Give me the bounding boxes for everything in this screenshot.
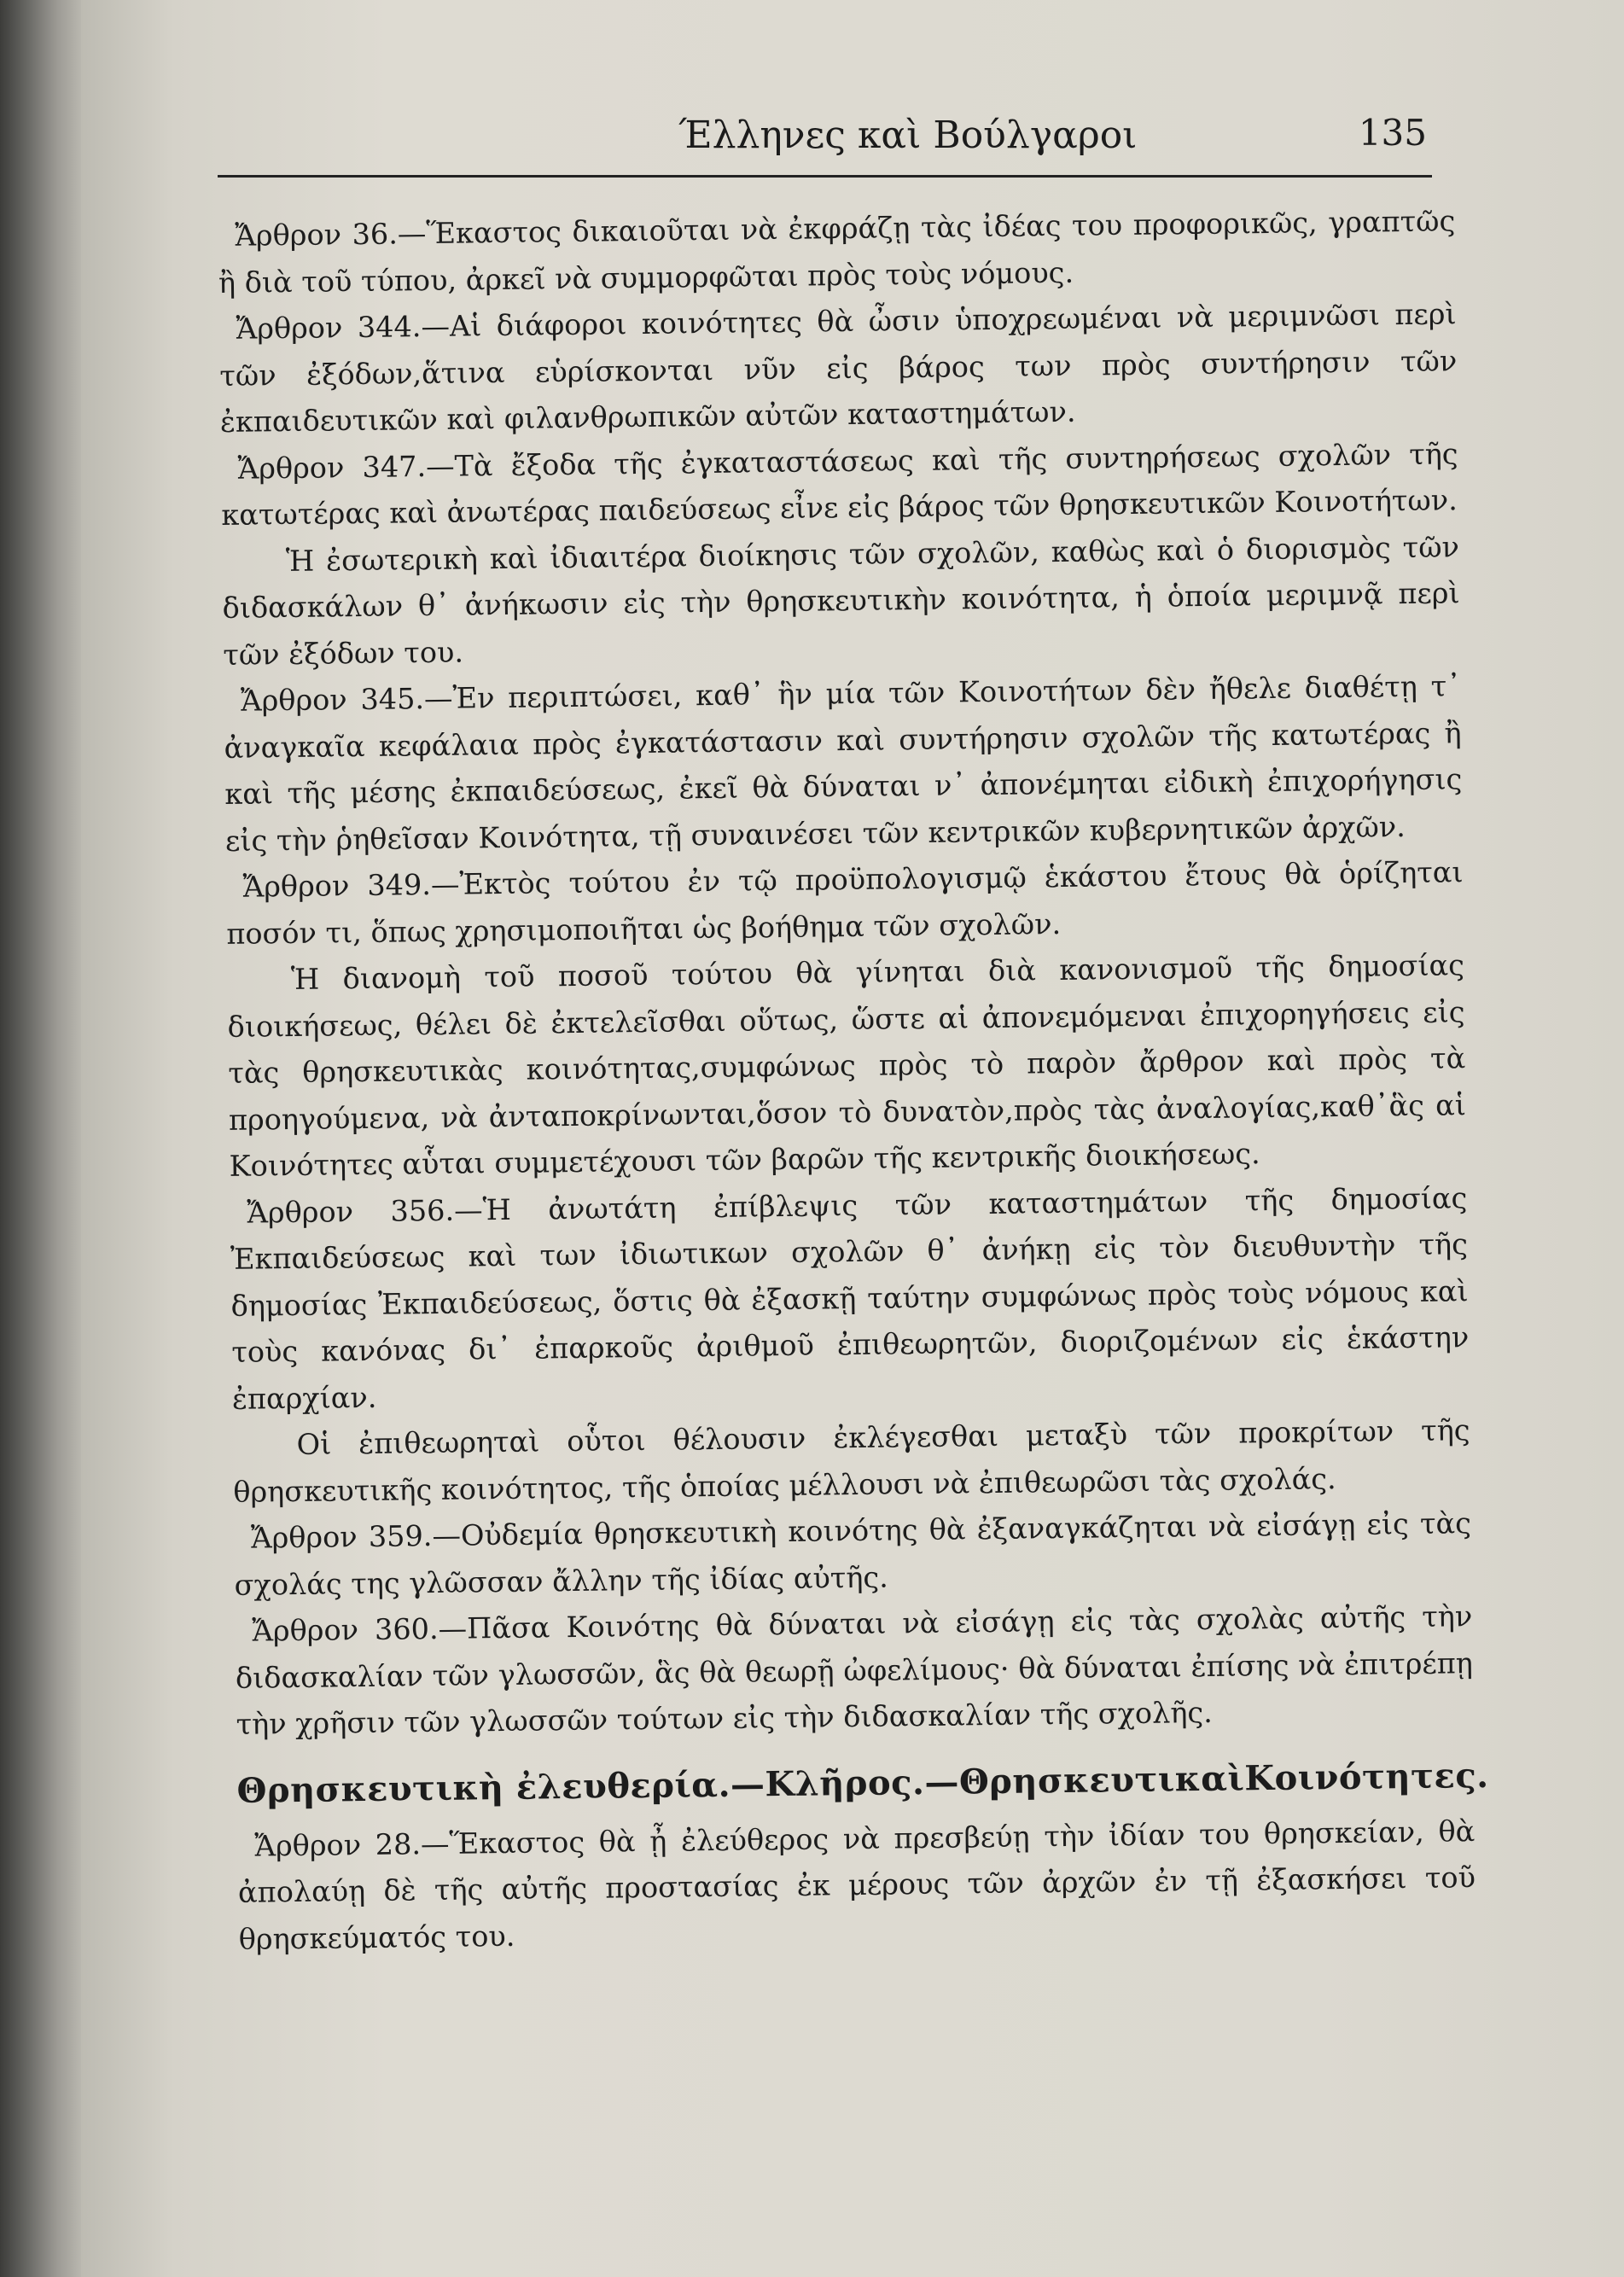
article-paragraph: Ἄρθρον 349.—Ἐκτὸς τούτου ἐν τῷ προϋπολογισμῷ ἑκάστου ἔτους θὰ ὁρίζηται ποσόν τι, ὅπως χρησιμοποιῆται ὡς βοήθημα τῶν σχολῶν. bbox=[226, 855, 1464, 951]
page-number: 135 bbox=[1358, 112, 1427, 154]
article-paragraph: Ἄρθρον 359.—Οὐδεμία θρησκευτικὴ κοινότης θὰ ἐξαναγκάζηται νὰ εἰσάγῃ εἰς τὰς σχολάς της γλῶσσαν ἄλλην τῆς ἰδίας αὐτῆς. bbox=[234, 1506, 1472, 1602]
body-paragraph: Ἡ ἐσωτερικὴ καὶ ἰδιαιτέρα διοίκησις τῶν σχολῶν, καθὼς καὶ ὁ διορισμὸς τῶν διδασκάλων θ᾽ ἀνήκωσιν εἰς τὴν θρησκευτικὴν κοινότητα, ἡ ὁποία μεριμνᾷ περὶ τῶν ἐξόδων του. bbox=[222, 529, 1460, 672]
article-paragraph: Ἄρθρον 345.—Ἐν περιπτώσει, καθ᾽ ἣν μία τῶν Κοινοτήτων δὲν ἤθελε διαθέτῃ τ᾽ ἀναγκαῖα κεφάλαια πρὸς ἐγκατάστασιν καὶ συντήρησιν σχολῶν τῆς κατωτέρας ἢ καὶ τῆς μέσης ἐκπαιδεύσεως, ἐκεῖ θὰ δύναται ν᾽ ἀπονέμηται εἰδικὴ ἐπιχορήγησις εἰς τὴν ῥηθεῖσαν Κοινότητα, τῇ συναινέσει τῶν κεντρικῶν κυβερνητικῶν ἀρχῶν. bbox=[224, 669, 1463, 858]
book-spine-shadow bbox=[0, 0, 81, 2277]
article-paragraph: Ἄρθρον 347.—Τὰ ἔξοδα τῆς ἐγκαταστάσεως καὶ τῆς συντηρήσεως σχολῶν τῆς κατωτέρας καὶ ἀνωτέρας παιδεύσεως εἶνε εἰς βάρος τῶν θρησκευτικῶν Κοινοτήτων. bbox=[221, 436, 1458, 532]
article-paragraph: Ἄρθρον 36.—Ἕκαστος δικαιοῦται νὰ ἐκφράζῃ τὰς ἰδέας του προφορικῶς, γραπτῶς ἢ διὰ τοῦ τύπου, ἀρκεῖ νὰ συμμορφῶται πρὸς τοὺς νόμους. bbox=[218, 204, 1456, 300]
section-heading: Θρησκευτικὴ ἐλευθερία.—Κλῆρος.—ΘρησκευτικαὶΚοινότητες. bbox=[236, 1755, 1489, 1811]
body-paragraph: Οἱ ἐπιθεωρηταὶ οὗτοι θέλουσιν ἐκλέγεσθαι μεταξὺ τῶν προκρίτων τῆς θρησκευτικῆς κοινότητος, τῆς ὁποίας μέλλουσι νὰ ἐπιθεωρῶσι τὰς σχολάς. bbox=[233, 1413, 1470, 1509]
running-title: Έλληνες καὶ Βούλγαροι bbox=[678, 114, 1138, 157]
page-header bbox=[218, 107, 1432, 178]
body-paragraph: Ἡ διανομὴ τοῦ ποσοῦ τούτου θὰ γίνηται διὰ κανονισμοῦ τῆς δημοσίας διοικήσεως, θέλει δὲ ἐκτελεῖσθαι οὕτως, ὥστε αἱ ἀπονεμόμεναι ἐπιχορηγήσεις εἰς τὰς θρησκευτικὰς κοινότητας,συμφώνως πρὸς τὸ παρὸν ἄρθρον καὶ πρὸς τὰ προηγούμενα, νὰ ἀνταποκρίνωνται,ὅσον τὸ δυνατὸν,πρὸς τὰς ἀναλογίας,καθ᾽ἃς αἱ Κοινότητες αὗται συμμετέχουσι τῶν βαρῶν τῆς κεντρικῆς διοικήσεως. bbox=[227, 948, 1467, 1183]
page-body bbox=[218, 198, 1489, 1963]
article-paragraph: Ἄρθρον 28.—Ἕκαστος θὰ ᾖ ἐλεύθερος νὰ πρεσβεύῃ τὴν ἰδίαν του θρησκείαν, θὰ ἀπολαύῃ δὲ τῆς αὐτῆς προστασίας ἐκ μέρους τῶν ἀρχῶν ἐν τῇ ἐξασκήσει τοῦ θρησκεύματός του. bbox=[237, 1814, 1476, 1956]
article-paragraph: Ἄρθρον 356.—Ἡ ἀνωτάτη ἐπίβλεψις τῶν καταστημάτων τῆς δημοσίας Ἐκπαιδεύσεως καὶ των ἰδιωτικων σχολῶν θ᾽ ἀνήκῃ εἰς τὸν διευθυντὴν τῆς δημοσίας Ἐκπαιδεύσεως, ὅστις θὰ ἐξασκῇ ταύτην συμφώνως πρὸς τοὺς νόμους καὶ τοὺς κανόνας δι᾽ ἐπαρκοῦς ἀριθμοῦ ἐπιθεωρητῶν, διοριζομένων εἰς ἑκάστην ἐπαρχίαν. bbox=[230, 1180, 1470, 1416]
article-paragraph: Ἄρθρον 360.—Πᾶσα Κοινότης θὰ δύναται νὰ εἰσάγῃ εἰς τὰς σχολὰς αὐτῆς τὴν διδασκαλίαν τῶν γλωσσῶν, ἃς θὰ θεωρῇ ὠφελίμους· θὰ δύναται ἐπίσης νὰ ἐπιτρέπῃ τὴν χρῆσιν τῶν γλωσσῶν τούτων εἰς τὴν διδασκαλίαν τῆς σχολῆς. bbox=[235, 1599, 1474, 1741]
article-paragraph: Ἄρθρον 344.—Αἱ διάφοροι κοινότητες θὰ ὦσιν ὑποχρεωμέναι νὰ μεριμνῶσι περὶ τῶν ἐξόδων,ἅτινα εὑρίσκονται νῦν εἰς βάρος των πρὸς συντήρησιν τῶν ἐκπαιδευτικῶν καὶ φιλανθρωπικῶν αὐτῶν καταστημάτων. bbox=[219, 297, 1458, 439]
